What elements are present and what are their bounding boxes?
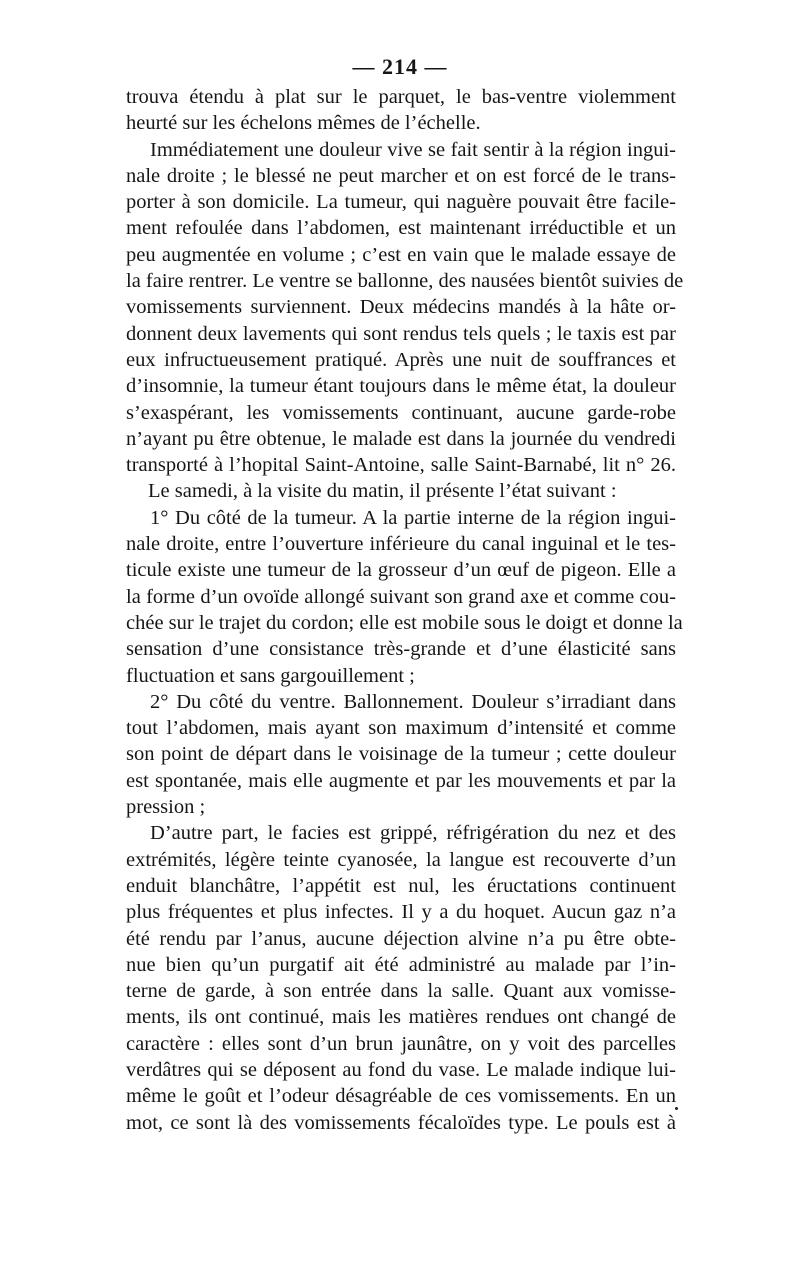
text-line: heurté sur les échelons mêmes de l’échelle. — [126, 112, 481, 135]
text-line: D’autre part, le facies est grippé, réfrigération du nez et des — [150, 822, 676, 845]
page-number: — 214 — — [352, 54, 448, 79]
text-line: tout l’abdomen, mais ayant son maximum d’intensité et comme — [126, 717, 676, 740]
text-line: la forme d’un ovoïde allongé suivant son grand axe et comme cou- — [126, 585, 676, 608]
text-line: s’exaspérant, les vomissements continuant, aucune garde-robe — [126, 401, 676, 424]
text-line: trouva étendu à plat sur le parquet, le bas-ventre violemment — [126, 86, 676, 108]
text-line: 1° Du côté de la tumeur. A la partie interne de la région ingui- — [150, 506, 676, 529]
text-line: est spontanée, mais elle augmente et par les mouvements et par la — [126, 769, 676, 792]
text-line: nale droite, entre l’ouverture inférieure du canal inguinal et le tes- — [126, 533, 676, 556]
text-line: ment refoulée dans l’abdomen, est maintenant irréductible et un — [126, 217, 676, 240]
text-line: chée sur le trajet du cordon; elle est mobile sous le doigt et donne la — [126, 611, 683, 634]
text-line: terne de garde, à son entrée dans la salle. Quant aux vomisse- — [126, 980, 676, 1003]
text-line: plus fréquentes et plus infectes. Il y a du hoquet. Aucun gaz n’a — [126, 901, 676, 924]
text-line: porter à son domicile. La tumeur, qui naguère pouvait être facile- — [126, 191, 676, 214]
text-line: transporté à l’hopital Saint-Antoine, salle Saint-Barnabé, lit n° 26. — [126, 454, 676, 477]
ink-speck — [675, 1107, 678, 1110]
text-line: extrémités, légère teinte cyanosée, la langue est recouverte d’un — [126, 848, 676, 871]
text-line: mot, ce sont là des vomissements fécaloïdes type. Le pouls est à — [126, 1111, 676, 1134]
text-line: d’insomnie, la tumeur étant toujours dans le même état, la douleur — [126, 375, 676, 398]
text-line: caractère : elles sont d’un brun jaunâtre, on y voit des parcelles — [126, 1032, 676, 1055]
text-line: eux infructueusement pratiqué. Après une nuit de souffrances et — [126, 348, 676, 371]
text-line: 2° Du côté du ventre. Ballonnement. Douleur s’irradiant dans — [150, 690, 676, 713]
text-line: été rendu par l’anus, aucune déjection alvine n’a pu être obte- — [126, 927, 676, 950]
text-line: pression ; — [126, 796, 206, 819]
text-line: donnent deux lavements qui sont rendus tels quels ; le taxis est par — [126, 322, 676, 345]
text-line: ments, ils ont continué, mais les matières rendues ont changé de — [126, 1006, 676, 1029]
text-line: Le samedi, à la visite du matin, il présente l’état suivant : — [148, 480, 617, 503]
text-line: même le goût et l’odeur désagréable de ces vomissements. En un — [126, 1085, 676, 1108]
text-line: nue bien qu’un purgatif ait été administré au malade par l’in- — [126, 953, 676, 976]
text-line: son point de départ dans le voisinage de la tumeur ; cette douleur — [126, 743, 676, 766]
text-line: n’ayant pu être obtenue, le malade est dans la journée du vendredi — [126, 427, 676, 450]
text-line: enduit blanchâtre, l’appétit est nul, les éructations continuent — [126, 874, 676, 897]
text-line: ticule existe une tumeur de la grosseur d’un œuf de pigeon. Elle a — [126, 559, 676, 582]
text-line: nale droite ; le blessé ne peut marcher et on est forcé de le trans- — [126, 164, 676, 187]
text-line: fluctuation et sans gargouillement ; — [126, 664, 415, 687]
body-text — [126, 84, 684, 1136]
text-line: sensation d’une consistance très-grande et d’une élasticité sans — [126, 638, 676, 661]
text-line: verdâtres qui se déposent au fond du vase. Le malade indique lui- — [126, 1058, 676, 1081]
text-line: peu augmentée en volume ; c’est en vain que le malade essaye de — [126, 243, 676, 266]
text-line: la faire rentrer. Le ventre se ballonne, des nausées bientôt suivies de — [126, 270, 684, 293]
text-line: Immédiatement une douleur vive se fait sentir à la région ingui- — [150, 138, 676, 161]
text-line: vomissements surviennent. Deux médecins mandés à la hâte or- — [126, 296, 676, 319]
